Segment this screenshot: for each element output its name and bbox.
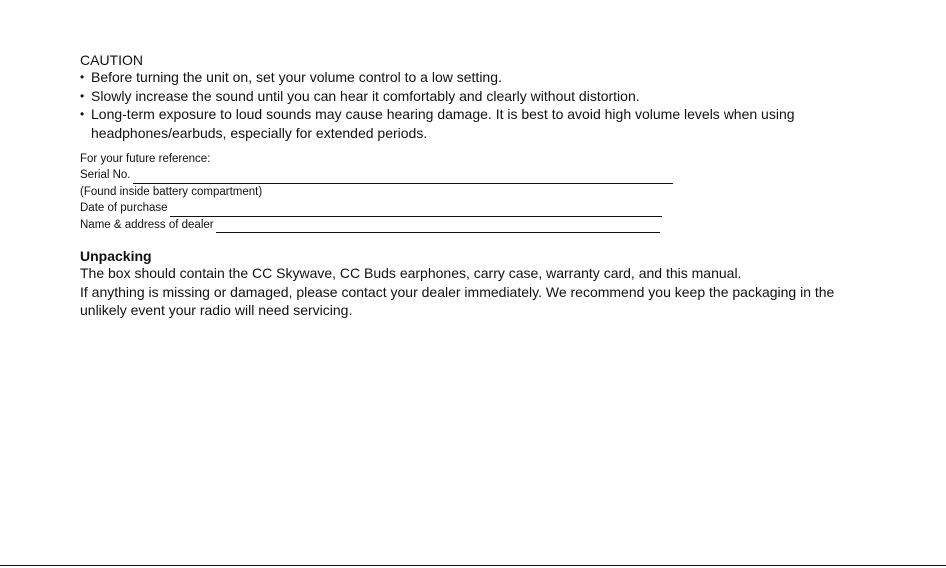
caution-item-text: Before turning the unit on, set your volume control to a low setting. — [91, 69, 502, 85]
dealer-row — [80, 217, 700, 233]
bullet-icon: • — [80, 70, 85, 84]
dealer-blank-line — [216, 220, 660, 233]
date-row — [80, 200, 700, 216]
reference-heading: For your future reference: — [80, 153, 211, 165]
bullet-icon: • — [80, 88, 85, 103]
serial-blank-line — [133, 171, 673, 184]
date-label: Date of purchase — [80, 202, 168, 215]
caution-item-text: Long-term exposure to loud sounds may cause hearing damage. It is best to avoid high volume levels when using headphones/earbuds, especially for extended periods. — [91, 106, 795, 141]
serial-label: Serial No. — [80, 169, 131, 182]
caution-item — [80, 105, 880, 142]
bullet-icon: • — [80, 107, 85, 121]
caution-list — [80, 68, 880, 142]
date-blank-line — [170, 204, 662, 217]
serial-row — [80, 167, 700, 183]
unpacking-line: The box should contain the CC Skywave, CC Buds earphones, carry case, warranty card, and this manual. — [80, 265, 742, 281]
caution-item — [80, 68, 880, 87]
unpacking-line: If anything is missing or damaged, please contact your dealer immediately. We recommend you keep the packaging in the unlikely event your radio will need servicing. — [80, 283, 835, 318]
reference-form — [80, 151, 700, 233]
caution-heading: CAUTION — [80, 52, 143, 68]
unpacking-body — [80, 264, 880, 320]
unpacking-heading: Unpacking — [80, 248, 152, 264]
dealer-label: Name & address of dealer — [80, 218, 214, 231]
caution-item-text: Slowly increase the sound until you can hear it comfortably and clearly without distortion. — [91, 87, 640, 104]
caution-item — [80, 87, 880, 106]
page-bottom-rule — [0, 565, 946, 566]
serial-note: (Found inside battery compartment) — [80, 185, 263, 198]
